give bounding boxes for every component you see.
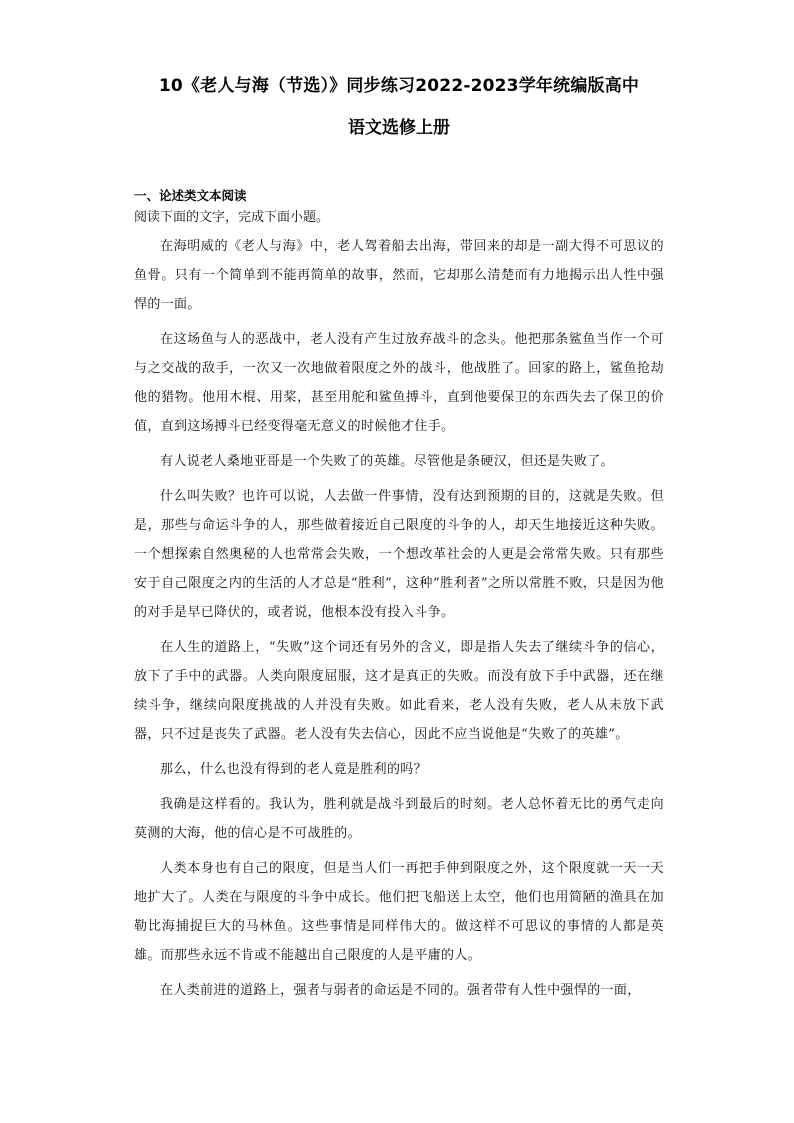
passage-paragraph: 在海明威的《老人与海》中，老人驾着船去出海，带回来的却是一副大得不可思议的鱼骨。只有一个简单到不能再简单的故事，然而，它却那么清楚而有力地揭示出人性中强悍的一面。: [134, 239, 664, 312]
title-line-2: 语文选修上册: [348, 118, 450, 138]
passage-paragraph: 人类本身也有自己的限度，但是当人们一再把手伸到限度之外，这个限度就一天一天地扩大了。人类在与限度的斗争中成长。他们把飞船送上太空，他们也用简陋的渔具在加勒比海捕捉巨大的马林鱼。这些事情是同样伟大的。做这样不可思议的事情的人都是英雄。而那些永远不肯或不能越出自己限度的人是平庸的人。: [134, 861, 664, 963]
section-heading: 一、论述类文本阅读: [134, 188, 247, 203]
reading-passage: [134, 232, 664, 1005]
passage-paragraph: 那么，什么也没有得到的老人竟是胜利的吗？: [160, 762, 428, 777]
document-title: [134, 70, 664, 144]
title-line-1: 10《老人与海（节选）》同步练习2022-2023学年统编版高中: [158, 76, 640, 96]
passage-paragraph: 在人生的道路上，“失败”这个词还有另外的含义，即是指人失去了继续斗争的信心，放下了手中的武器。人类向限度屈服，这才是真正的失败。而没有放下手中武器，还在继续斗争，继续向限度挑战的人并没有失败。如此看来，老人没有失败，老人从未放下武器，只不过是丧失了武器。老人没有失去信心，因此不应当说他是“失败了的英雄”。: [134, 640, 664, 742]
passage-paragraph: 什么叫失败？也许可以说，人去做一件事情，没有达到预期的目的，这就是失败。但是，那些与命运斗争的人，那些做着接近自己限度的斗争的人，却天生地接近这种失败。一个想探索自然奥秘的人也常常会失败，一个想改革社会的人更是会常常失败。只有那些安于自己限度之内的生活的人才总是“胜利”，这种“胜利者”之所以常胜不败，只是因为他的对手是早已降伏的，或者说，他根本没有投入斗争。: [134, 489, 664, 620]
passage-paragraph: 在人类前进的道路上，强者与弱者的命运是不同的。强者带有人性中强悍的一面，: [160, 983, 641, 998]
passage-paragraph: 在这场鱼与人的恶战中，老人没有产生过放弃战斗的念头。他把那条鲨鱼当作一个可与之交战的敌手，一次又一次地做着限度之外的战斗，他战胜了。回家的路上，鲨鱼抢劫他的猎物。他用木棍、用桨，甚至用舵和鲨鱼搏斗，直到他要保卫的东西失去了保卫的价值，直到这场搏斗已经变得毫无意义的时候他才住手。: [134, 332, 664, 434]
passage-paragraph: 我确是这样看的。我认为，胜利就是战斗到最后的时刻。老人总怀着无比的勇气走向莫测的大海，他的信心是不可战胜的。: [134, 797, 664, 841]
passage-paragraph: 有人说老人桑地亚哥是一个失败了的英雄。尽管他是条硬汉，但还是失败了。: [160, 454, 614, 469]
reading-instruction: 阅读下面的文字，完成下面小题。: [134, 210, 330, 225]
